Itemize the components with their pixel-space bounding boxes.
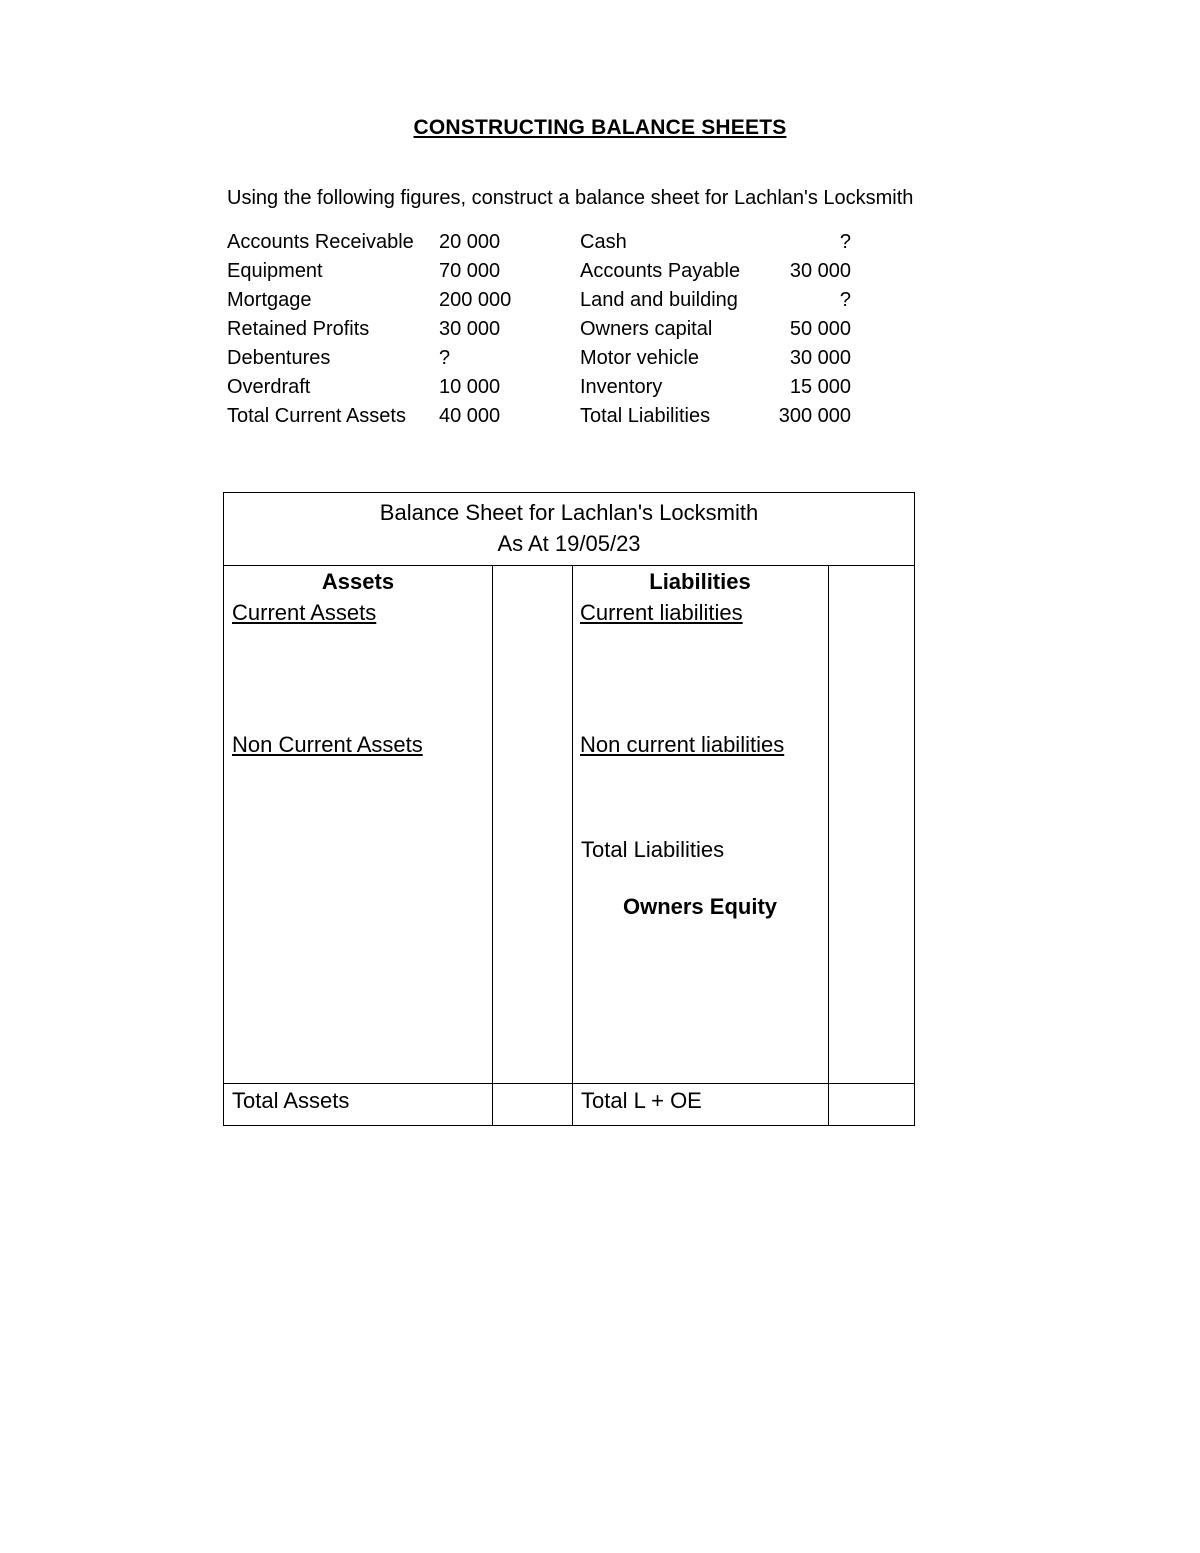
figure-value: 300 000 bbox=[778, 405, 851, 427]
total-liabilities-label: Total Liabilities bbox=[581, 837, 725, 862]
figure-label: Land and building bbox=[580, 289, 738, 311]
figure-value: 30 000 bbox=[789, 260, 851, 282]
balance-sheet-date: As At 19/05/23 bbox=[497, 531, 641, 556]
figure-value: ? bbox=[839, 289, 851, 311]
figure-label: Cash bbox=[580, 231, 627, 253]
figure-label: Debentures bbox=[227, 347, 331, 369]
figure-label: Accounts Payable bbox=[580, 260, 741, 282]
figure-row bbox=[227, 347, 887, 376]
figure-label: Overdraft bbox=[227, 376, 311, 398]
figure-label: Inventory bbox=[580, 376, 663, 398]
figure-label: Total Liabilities bbox=[580, 405, 711, 427]
balance-sheet-heading bbox=[224, 493, 914, 566]
column-divider bbox=[572, 566, 573, 1125]
current-liabilities-heading: Current liabilities bbox=[580, 600, 743, 625]
balance-sheet-table bbox=[223, 492, 915, 1126]
figure-row bbox=[227, 231, 887, 260]
figure-value: 10 000 bbox=[439, 376, 501, 398]
column-divider bbox=[492, 566, 493, 1125]
figure-value: 20 000 bbox=[439, 231, 501, 253]
page-title: CONSTRUCTING BALANCE SHEETS bbox=[413, 116, 787, 139]
figure-value: ? bbox=[439, 347, 451, 369]
balance-sheet-title: Balance Sheet for Lachlan's Locksmith bbox=[379, 500, 759, 525]
figure-row bbox=[227, 318, 887, 347]
figure-value: 15 000 bbox=[789, 376, 851, 398]
figure-label: Retained Profits bbox=[227, 318, 370, 340]
non-current-assets-heading: Non Current Assets bbox=[232, 732, 423, 757]
figure-value: 200 000 bbox=[439, 289, 512, 311]
total-l-oe-label: Total L + OE bbox=[581, 1088, 702, 1113]
total-assets-label: Total Assets bbox=[232, 1088, 350, 1113]
figure-value: 30 000 bbox=[789, 347, 851, 369]
figure-row bbox=[227, 260, 887, 289]
figure-row bbox=[227, 289, 887, 318]
figure-label: Total Current Assets bbox=[227, 405, 406, 427]
non-current-liabilities-heading: Non current liabilities bbox=[580, 732, 785, 757]
figure-row bbox=[227, 405, 887, 434]
figure-value: 40 000 bbox=[439, 405, 501, 427]
owners-equity-header: Owners Equity bbox=[622, 894, 778, 919]
figure-value: ? bbox=[839, 231, 851, 253]
column-divider bbox=[828, 566, 829, 1125]
totals-divider bbox=[224, 1083, 914, 1084]
figure-value: 30 000 bbox=[439, 318, 501, 340]
figure-label: Accounts Receivable bbox=[227, 231, 414, 253]
figure-value: 70 000 bbox=[439, 260, 501, 282]
figure-label: Motor vehicle bbox=[580, 347, 699, 369]
assets-header: Assets bbox=[321, 569, 395, 594]
figure-row bbox=[227, 376, 887, 405]
figure-label: Mortgage bbox=[227, 289, 312, 311]
figure-label: Equipment bbox=[227, 260, 323, 282]
current-assets-heading: Current Assets bbox=[232, 600, 377, 625]
figures-list bbox=[227, 231, 887, 434]
liabilities-header: Liabilities bbox=[649, 569, 751, 594]
instruction-text: Using the following figures, construct a balance sheet for Lachlan's Locksmith bbox=[227, 187, 914, 209]
figure-label: Owners capital bbox=[580, 318, 713, 340]
figure-value: 50 000 bbox=[789, 318, 851, 340]
